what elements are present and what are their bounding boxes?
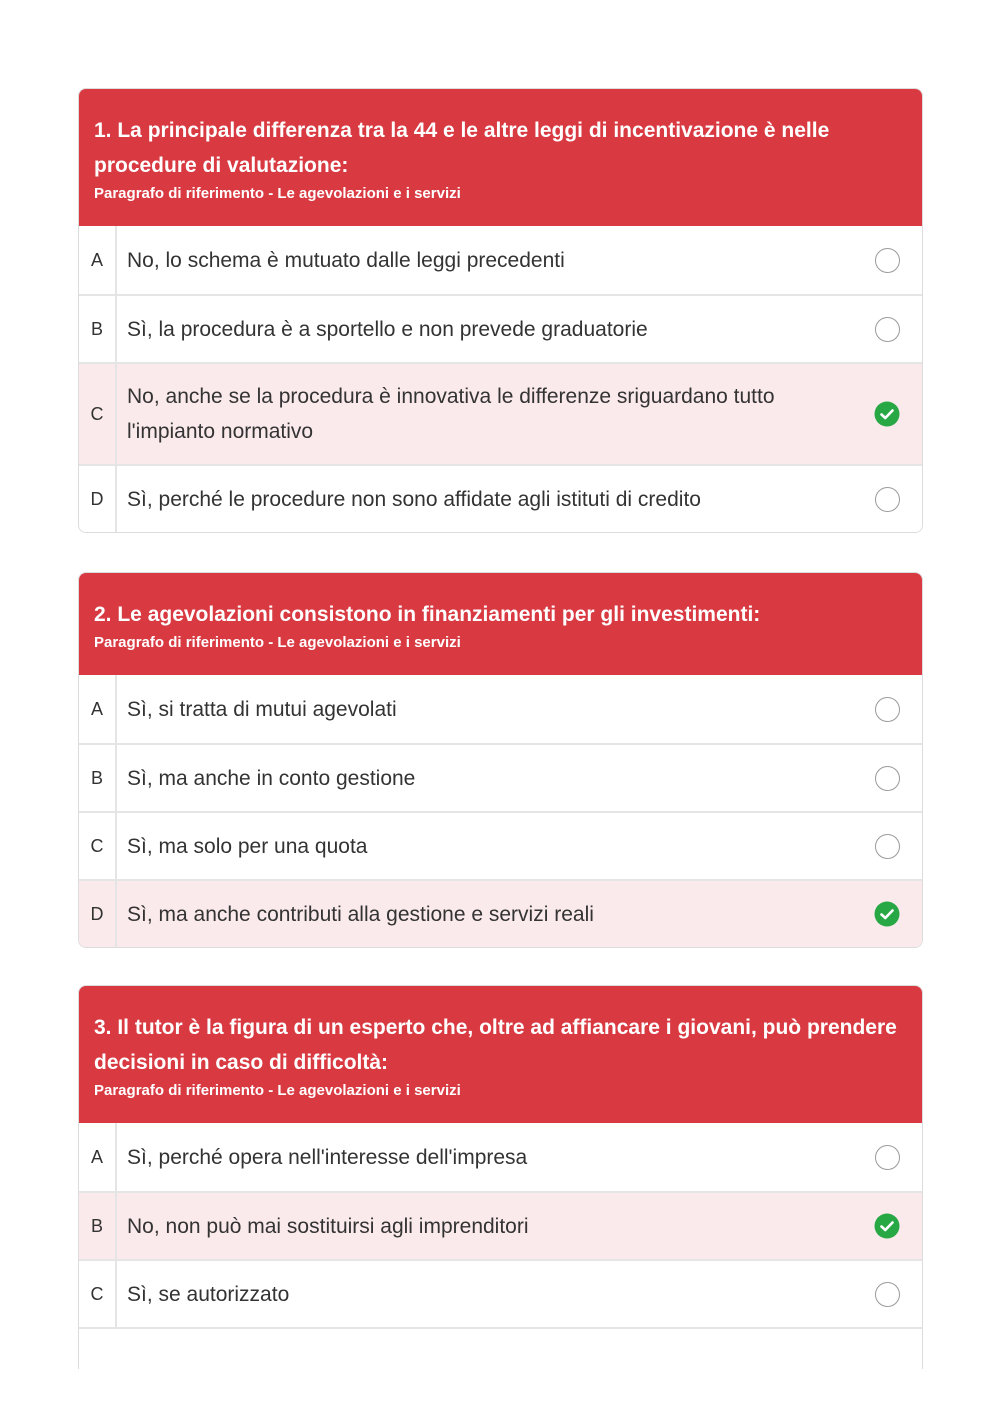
- check-circle-icon[interactable]: [874, 1213, 900, 1239]
- option-text: Sì, ma solo per una quota: [127, 834, 368, 858]
- question-title: 1. La principale differenza tra la 44 e le altre leggi di incentivazione è nelle procedure di valutazione:: [94, 119, 830, 177]
- option-letter: A: [79, 226, 117, 294]
- option-a[interactable]: [79, 1123, 922, 1191]
- option-b[interactable]: [79, 294, 922, 362]
- question-header: [79, 573, 922, 675]
- option-letter: B: [79, 296, 117, 362]
- question-title: 3. Il tutor è la figura di un esperto che, oltre ad affiancare i giovani, può prendere decisioni in caso di difficoltà:: [94, 1016, 897, 1074]
- question-card-1: [78, 88, 923, 533]
- option-c[interactable]: [79, 811, 922, 879]
- question-card-2: [78, 572, 923, 948]
- radio-unchecked-icon[interactable]: [875, 248, 900, 273]
- page-break-continuation: [79, 1327, 922, 1369]
- option-c[interactable]: [79, 362, 922, 464]
- option-text: Sì, perché opera nell'interesse dell'impresa: [127, 1145, 528, 1169]
- question-title: 2. Le agevolazioni consistono in finanziamenti per gli investimenti:: [94, 603, 761, 626]
- option-letter: A: [79, 1123, 117, 1191]
- option-letter: C: [79, 364, 117, 464]
- option-text: Sì, se autorizzato: [127, 1282, 290, 1306]
- option-text: Sì, perché le procedure non sono affidate agli istituti di credito: [127, 487, 701, 511]
- question-reference: Paragrafo di riferimento - Le agevolazioni e i servizi: [94, 185, 461, 202]
- check-circle-icon[interactable]: [874, 401, 900, 427]
- option-c[interactable]: [79, 1259, 922, 1327]
- options-list: [79, 675, 922, 947]
- option-a[interactable]: [79, 675, 922, 743]
- question-card-3: [78, 985, 923, 1369]
- option-text: Sì, ma anche in conto gestione: [127, 766, 416, 790]
- option-letter: B: [79, 1193, 117, 1259]
- option-b[interactable]: [79, 743, 922, 811]
- option-letter: D: [79, 881, 117, 947]
- option-text: No, lo schema è mutuato dalle leggi precedenti: [127, 248, 565, 272]
- option-text: Sì, si tratta di mutui agevolati: [127, 697, 397, 721]
- option-letter: A: [79, 675, 117, 743]
- question-reference: Paragrafo di riferimento - Le agevolazioni e i servizi: [94, 634, 461, 651]
- option-d[interactable]: [79, 879, 922, 947]
- option-b[interactable]: [79, 1191, 922, 1259]
- radio-unchecked-icon[interactable]: [875, 317, 900, 342]
- option-text: Sì, ma anche contributi alla gestione e servizi reali: [127, 902, 594, 926]
- option-letter: D: [79, 466, 117, 532]
- option-letter: C: [79, 813, 117, 879]
- radio-unchecked-icon[interactable]: [875, 766, 900, 791]
- question-header: [79, 89, 922, 226]
- option-a[interactable]: [79, 226, 922, 294]
- radio-unchecked-icon[interactable]: [875, 1145, 900, 1170]
- option-text: No, non può mai sostituirsi agli imprenditori: [127, 1214, 529, 1238]
- check-circle-icon[interactable]: [874, 901, 900, 927]
- radio-unchecked-icon[interactable]: [875, 697, 900, 722]
- option-letter: B: [79, 745, 117, 811]
- radio-unchecked-icon[interactable]: [875, 834, 900, 859]
- option-text: No, anche se la procedura è innovativa le differenze sriguardano tutto l'impianto normativo: [127, 385, 775, 443]
- radio-unchecked-icon[interactable]: [875, 1282, 900, 1307]
- options-list: [79, 226, 922, 532]
- option-text: Sì, la procedura è a sportello e non prevede graduatorie: [127, 317, 648, 341]
- option-d[interactable]: [79, 464, 922, 532]
- options-list: [79, 1123, 922, 1369]
- question-header: [79, 986, 922, 1123]
- question-reference: Paragrafo di riferimento - Le agevolazioni e i servizi: [94, 1082, 461, 1099]
- radio-unchecked-icon[interactable]: [875, 487, 900, 512]
- option-letter: C: [79, 1261, 117, 1327]
